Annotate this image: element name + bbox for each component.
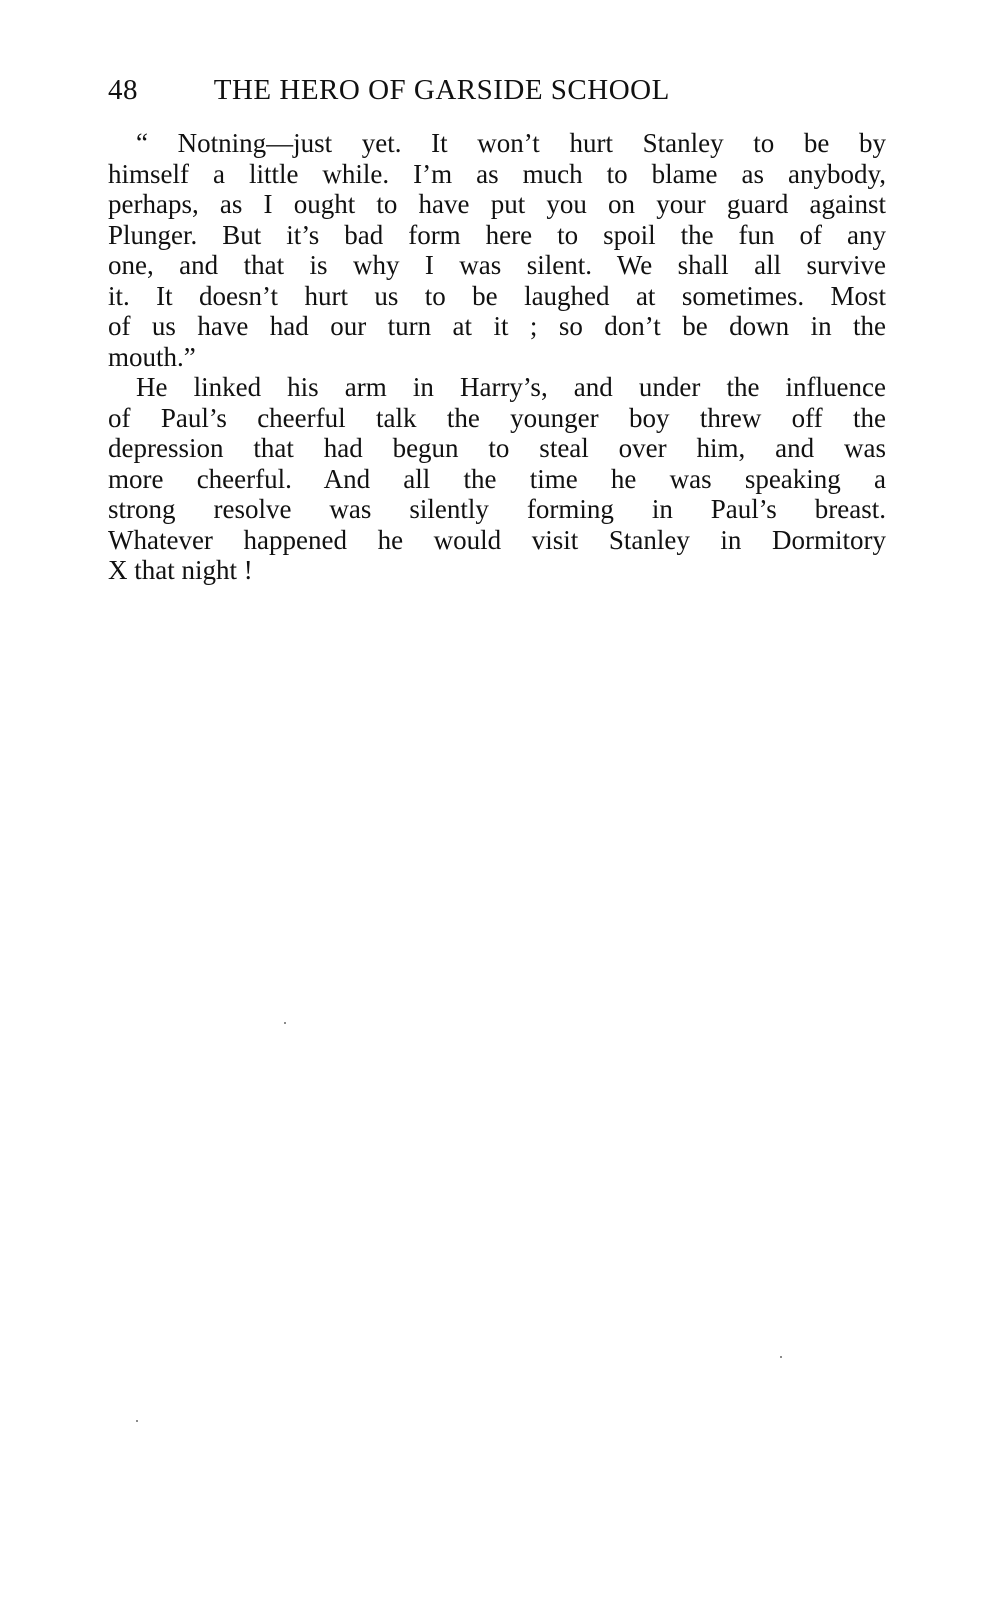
running-head [108,70,888,110]
text-line: X that night ! [108,555,253,585]
scan-speck [284,1022,286,1024]
page-number: 48 [108,74,138,106]
text-line: it. It doesn’t hurt us to be laughed at sometimes. Most [108,280,886,311]
text-line: “ Notning—just yet. It won’t hurt Stanley to be by [136,128,886,158]
text-line: depression that had begun to steal over him, and was [108,433,886,463]
text-line: himself a little while. I’m as much to blame as anybody, [108,158,886,189]
text-line: Plunger. But it’s bad form here to spoil the fun of any [108,219,886,250]
scan-speck [780,1356,782,1358]
running-title: THE HERO OF GARSIDE SCHOOL [213,74,670,106]
text-line: of us have had our turn at it ; so don’t be down in the [108,311,886,341]
text-line: of Paul’s cheerful talk the younger boy threw off the [108,402,886,433]
text-line: perhaps, as I ought to have put you on your guard against [108,189,886,219]
text-line: Whatever happened he would visit Stanley in Dormitory [108,524,886,555]
paragraph-1 [108,128,886,372]
text-line: strong resolve was silently forming in Paul’s breast. [108,494,886,524]
text-line: one, and that is why I was silent. We shall all survive [108,250,886,280]
body-text [108,128,886,586]
text-line: He linked his arm in Harry’s, and under the influence [136,372,886,402]
scan-speck [136,1420,138,1422]
text-line: mouth.” [108,341,196,372]
text-line: more cheerful. And all the time he was speaking a [108,463,886,494]
paragraph-2 [108,372,886,586]
